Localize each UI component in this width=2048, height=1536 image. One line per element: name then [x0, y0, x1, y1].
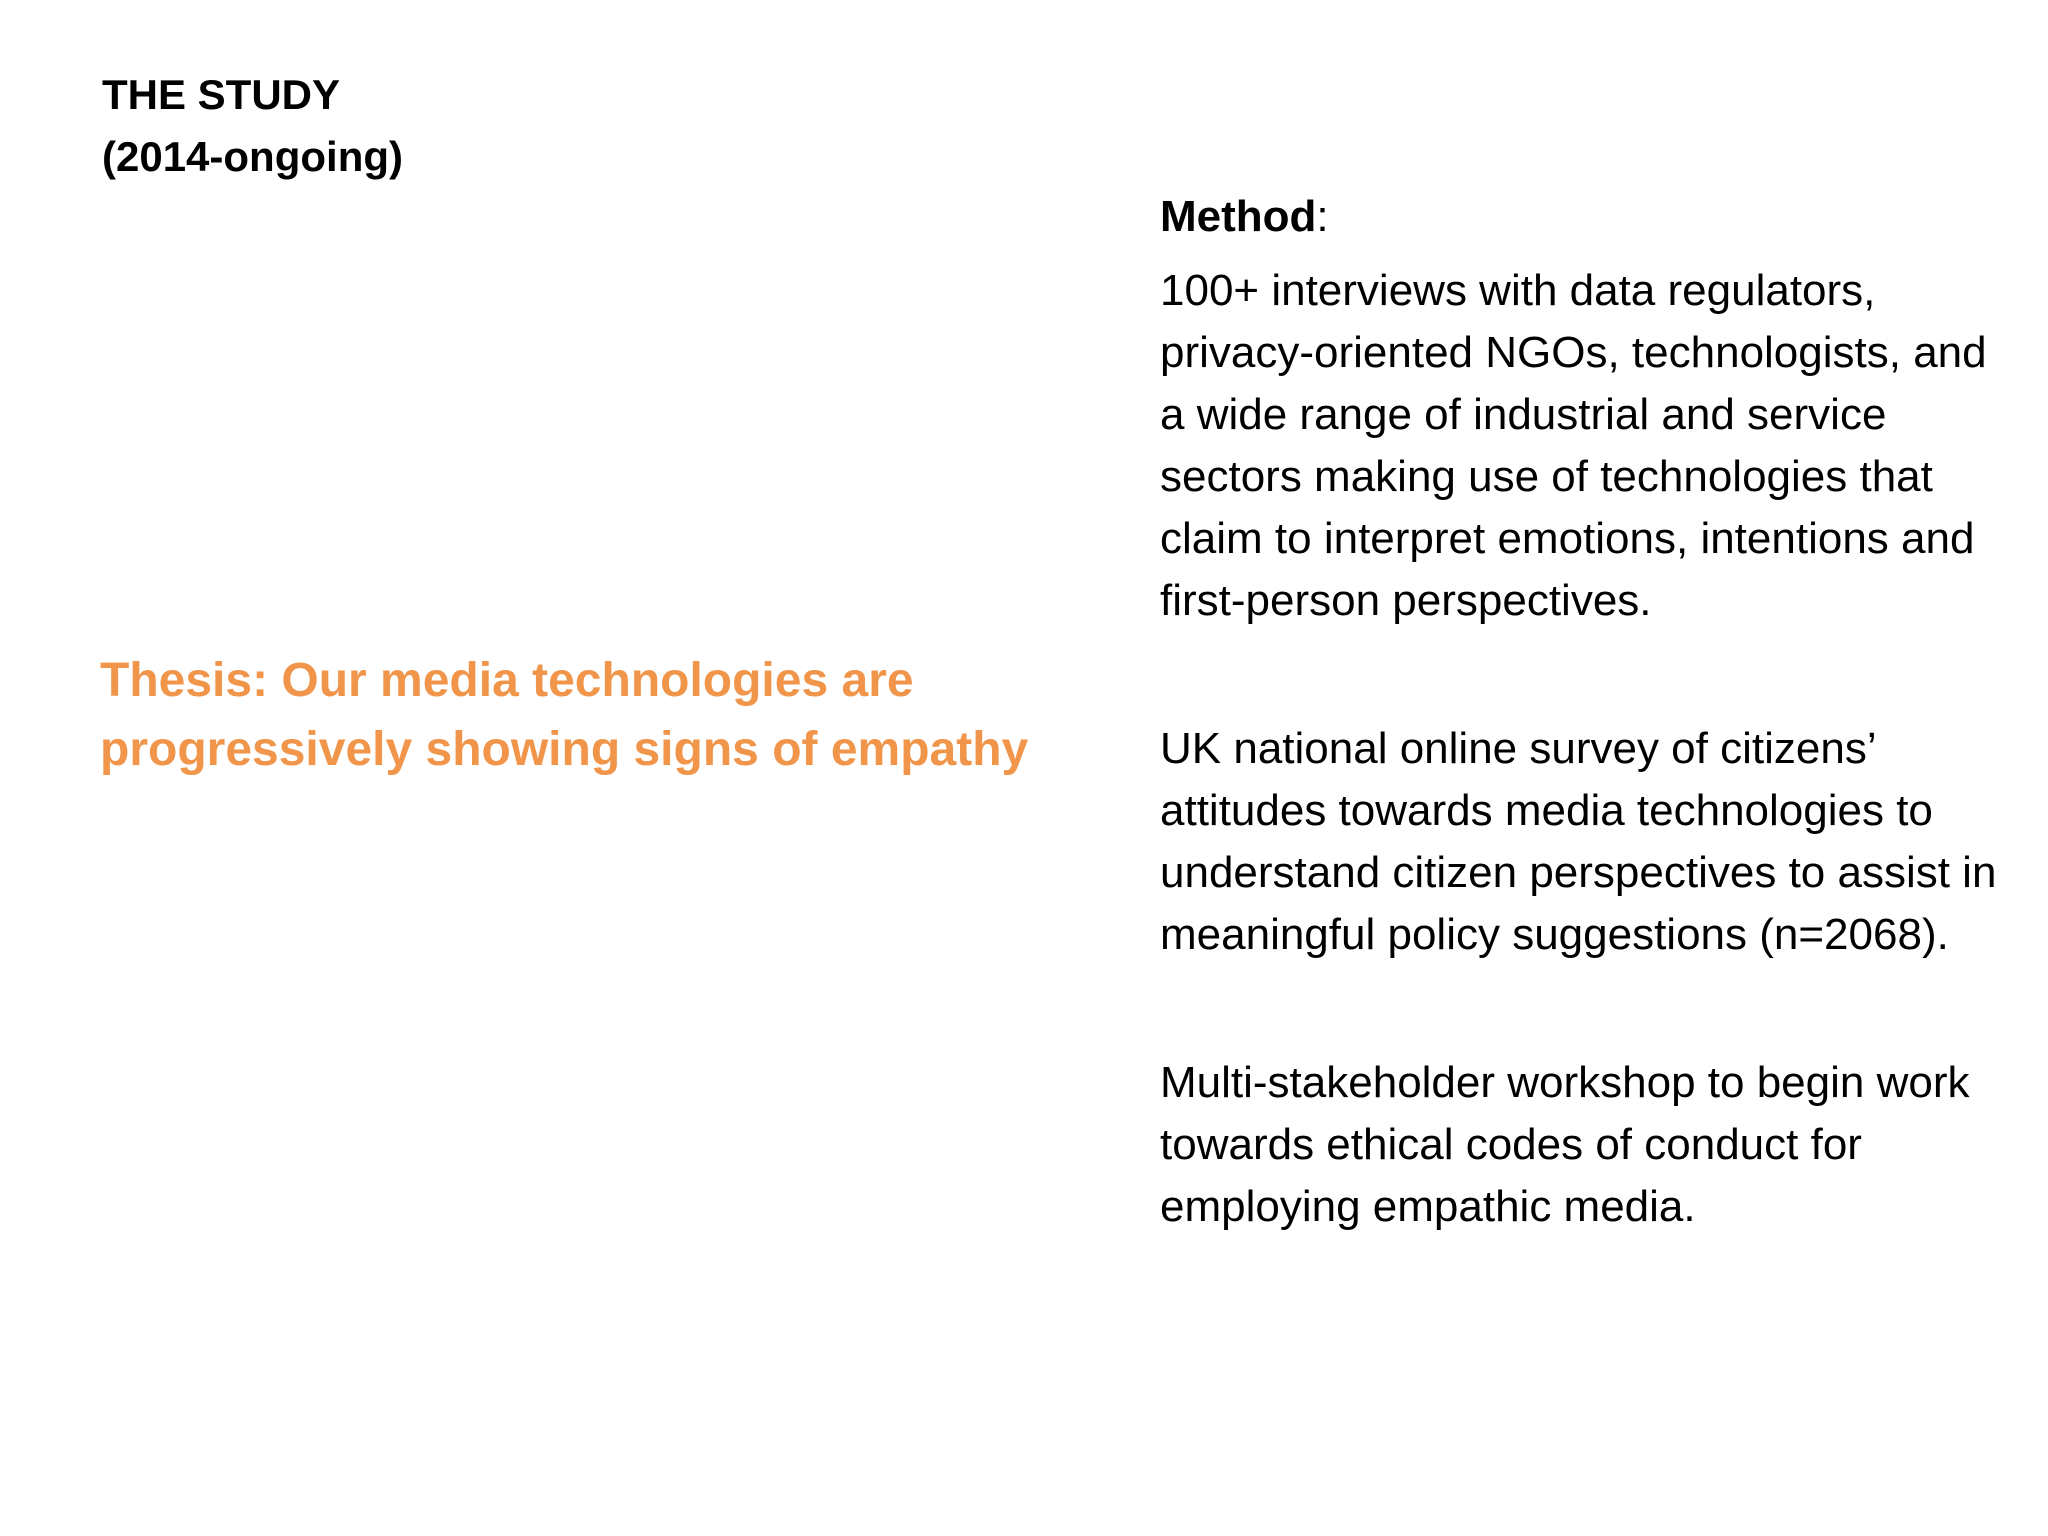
- method-survey-paragraph: UK national online survey of citizens’ attitudes towards media technologies to understand citizen perspectives to assist in meaningful policy suggestions (n=2068).: [1160, 724, 1997, 959]
- study-title-line: THE STUDY: [102, 71, 341, 118]
- study-period-line: (2014-ongoing): [102, 133, 403, 180]
- method-heading-colon: :: [1316, 192, 1329, 241]
- thesis-statement: Thesis: Our media technologies are progressively showing signs of empathy: [100, 654, 1029, 776]
- method-section: [1160, 186, 2020, 1238]
- study-title: [102, 64, 802, 188]
- method-workshop-paragraph: Multi-stakeholder workshop to begin work towards ethical codes of conduct for employing empathic media.: [1160, 1058, 1970, 1231]
- method-heading: [1160, 186, 2020, 248]
- method-heading-label: Method: [1160, 192, 1317, 241]
- method-interviews-paragraph: 100+ interviews with data regulators, privacy-oriented NGOs, technologists, and a wide range of industrial and service sectors making use of technologies that claim to interpret emotions, intentions and first-person perspectives.: [1160, 266, 1987, 625]
